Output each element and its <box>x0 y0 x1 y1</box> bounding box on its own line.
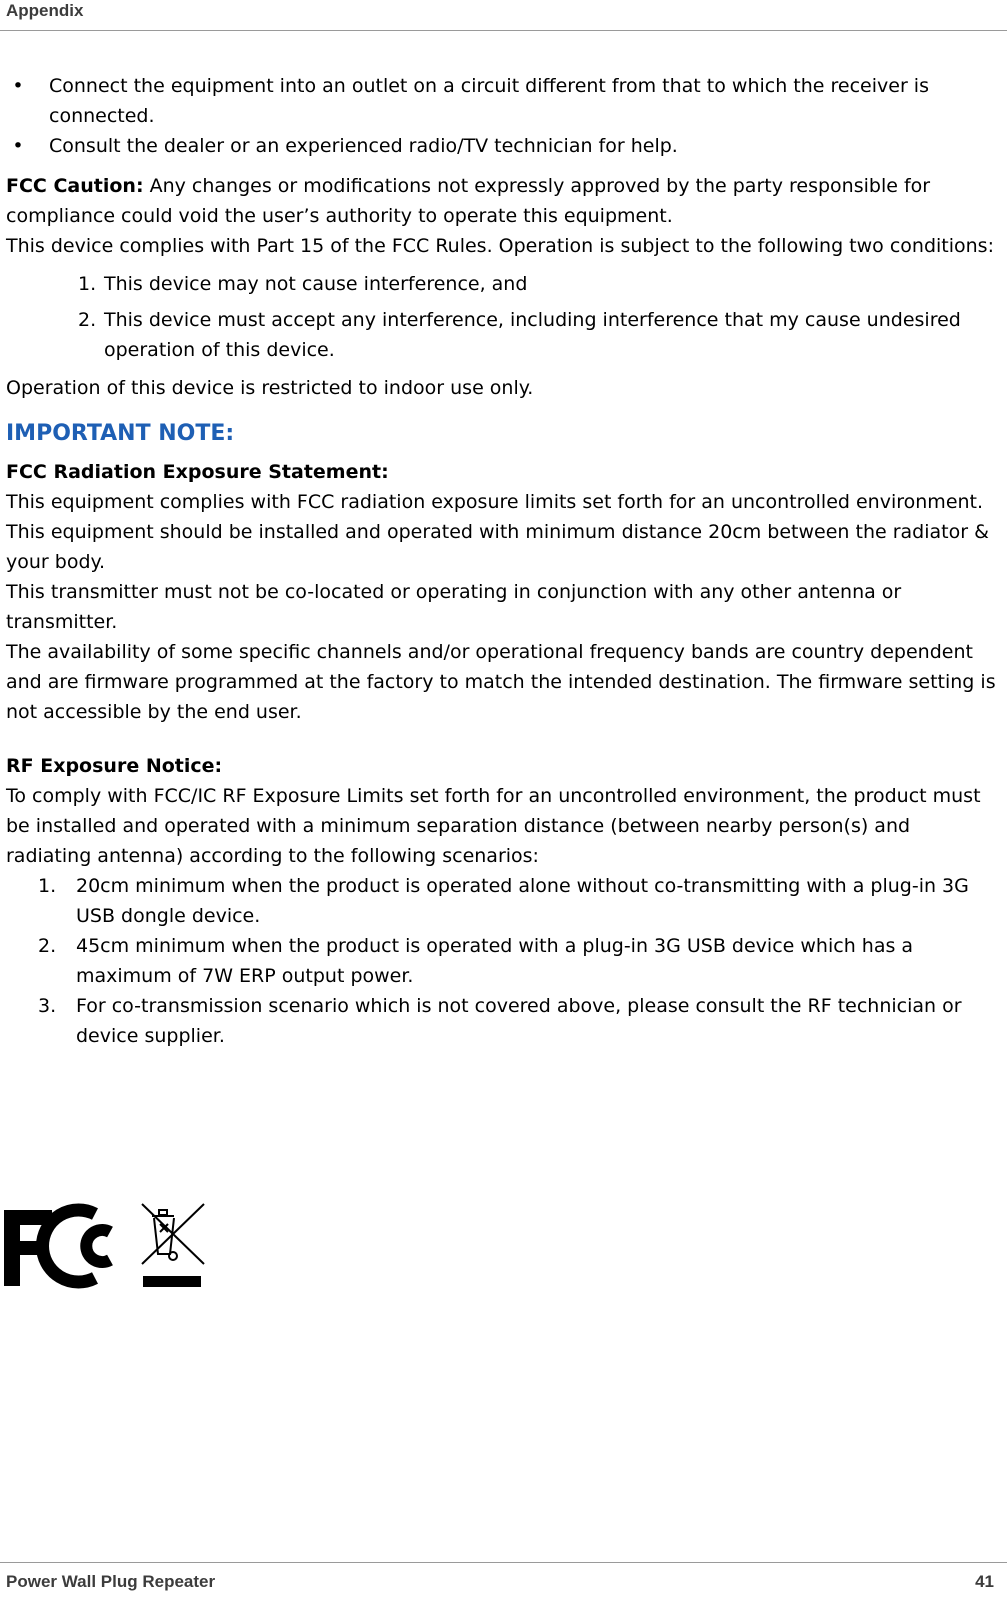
radiation-paragraph-2: This transmitter must not be co-located or operating in conjunction with any other antenna or transmitter. <box>6 581 902 633</box>
rf-item-number: 2. <box>38 935 57 957</box>
bullet-text: Connect the equipment into an outlet on a circuit different from that to which the receiver is connected. <box>49 75 929 127</box>
fcc-caution-label: FCC Caution: <box>6 175 144 197</box>
page-header <box>0 0 1007 31</box>
logo-graphics <box>0 1198 210 1294</box>
rf-item-text: For co-transmission scenario which is not covered above, please consult the RF technician or device supplier. <box>76 995 962 1047</box>
bullet-text: Consult the dealer or an experienced radio/TV technician for help. <box>49 135 678 157</box>
rf-intro-text: To comply with FCC/IC RF Exposure Limits set forth for an uncontrolled environment, the product must be installed and operated with a minimum separation distance (between nearby person(s) and radiating antenna) according to the following scenarios: <box>6 785 981 867</box>
condition-text: This device may not cause interference, and <box>104 273 528 295</box>
rf-item-number: 3. <box>38 995 57 1017</box>
rf-item <box>6 871 996 931</box>
condition-number: 1. <box>78 273 97 295</box>
bullet-icon: • <box>12 135 24 157</box>
condition-item <box>6 305 996 365</box>
condition-item <box>6 269 996 299</box>
section-title: Appendix <box>6 1 84 20</box>
radiation-statement-label: FCC Radiation Exposure Statement: <box>6 461 389 483</box>
radiation-paragraph-3: The availability of some specific channels and/or operational frequency bands are country dependent and are firmware programmed at the factory to match the intended destination. The firmware setting is not accessible by the end user. <box>6 641 996 723</box>
page-content <box>6 71 996 1051</box>
certification-logos <box>0 1198 210 1294</box>
fcc-part15-text: This device complies with Part 15 of the FCC Rules. Operation is subject to the following two conditions: <box>6 235 994 257</box>
rf-notice-label: RF Exposure Notice: <box>6 755 223 777</box>
condition-text: This device must accept any interference, including interference that my cause undesired operation of this device. <box>104 309 961 361</box>
fcc-caution-paragraph <box>6 171 996 231</box>
page-number: 41 <box>975 1572 994 1591</box>
condition-number: 2. <box>78 309 97 331</box>
bullet-item <box>6 71 996 131</box>
weee-bar <box>143 1276 201 1287</box>
rf-item-text: 45cm minimum when the product is operated with a plug-in 3G USB device which has a maximum of 7W ERP output power. <box>76 935 914 987</box>
rf-item-text: 20cm minimum when the product is operated alone without co-transmitting with a plug-in 3G USB dongle device. <box>76 875 969 927</box>
footer-product-name: Power Wall Plug Repeater <box>6 1572 216 1591</box>
fcc-logo <box>4 1210 110 1286</box>
weee-bin-icon <box>142 1204 204 1264</box>
rf-item <box>6 991 996 1051</box>
indoor-use-text: Operation of this device is restricted to indoor use only. <box>6 377 534 399</box>
bullet-item <box>6 131 996 161</box>
radiation-paragraph-1: This equipment complies with FCC radiation exposure limits set forth for an uncontrolled environment. This equipment should be installed and operated with minimum distance 20cm between the radiator & your body. <box>6 491 989 573</box>
page-footer <box>0 1562 1007 1598</box>
rf-item-number: 1. <box>38 875 57 897</box>
bullet-icon: • <box>12 75 24 97</box>
fcc-caution-text: Any changes or modifications not expressly approved by the party responsible for compliance could void the user’s authority to operate this equipment. <box>6 175 931 227</box>
rf-item <box>6 931 996 991</box>
important-note-heading: IMPORTANT NOTE: <box>6 421 235 446</box>
